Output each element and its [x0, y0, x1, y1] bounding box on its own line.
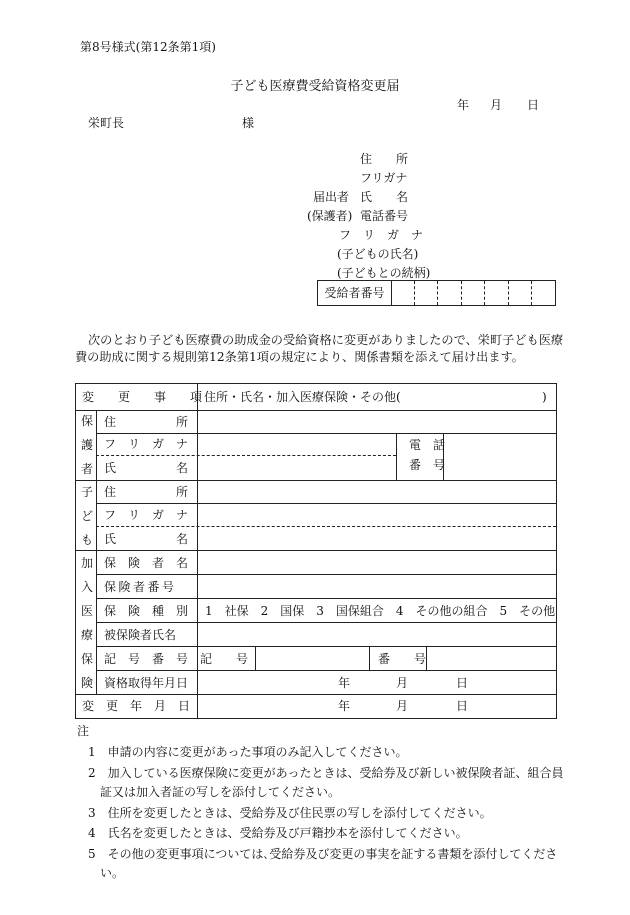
guardian-phone-input[interactable]: [444, 434, 556, 480]
column-divider: [396, 433, 397, 480]
applicant-address-label: 住 所: [360, 152, 409, 166]
intro-line-2: 費の助成に関する規則第12条第1項の規定により、関係書類を添えて届け出ます。: [75, 350, 524, 364]
note-item: 3 住所を変更したときは、受給券及び住民票の写しを添付してください。: [88, 806, 492, 820]
change-form-table: [75, 383, 557, 719]
row-divider: [96, 598, 556, 599]
insurer-name-label: 保 険 者 名: [104, 556, 189, 570]
number-input[interactable]: [427, 647, 556, 670]
insurer-number-label: 保険者番号: [104, 580, 177, 594]
recipient-digit-divider: [461, 281, 462, 305]
notes-heading: 注: [77, 724, 90, 738]
recipient-digit-divider: [508, 281, 509, 305]
guardian-furigana-label: フ リ ガ ナ: [104, 437, 189, 451]
page-title: 子ども医療費受給資格変更届: [230, 79, 400, 94]
insured-name-input[interactable]: [198, 623, 556, 646]
change-date-label: 変 更 年 月 日: [82, 699, 191, 713]
change-month: 月: [396, 699, 409, 713]
insured-name-label: 被保険者氏名: [104, 628, 177, 642]
insurance-group-char: 医: [81, 604, 94, 618]
child-name-label: (子どもの氏名): [337, 247, 419, 261]
child-name-label: 氏 名: [104, 532, 189, 546]
form-number: 第8号様式(第12条第1項): [80, 40, 216, 54]
change-day: 日: [456, 699, 469, 713]
applicant-name-label: 氏 名: [360, 190, 409, 204]
change-item-close: ): [542, 390, 547, 404]
number-label: 番 号: [378, 652, 427, 666]
child-group-char: 子: [81, 485, 94, 499]
note-item: 証又は加入者証の写しを添付してください。: [100, 785, 341, 799]
change-item-label: 変 更 事 項: [82, 390, 203, 404]
recipient-digit-divider: [414, 281, 415, 305]
applicant-furigana-label: フリガナ: [360, 171, 408, 185]
insurance-group-char: 保: [81, 652, 94, 666]
insurance-group-char: 療: [81, 628, 94, 642]
insurance-group-char: 入: [81, 580, 94, 594]
column-divider: [96, 410, 97, 694]
note-item: 4 氏名を変更したときは、受給券及び戸籍抄本を添付してください。: [88, 826, 468, 840]
acquired-date-label: 資格取得年月日: [104, 676, 189, 690]
addressee-honorific: 様: [242, 116, 255, 130]
acquired-day: 日: [456, 676, 469, 690]
insurance-type-options[interactable]: 1 社保 2 国保 3 国保組合 4 その他の組合 5 その他: [205, 604, 556, 618]
child-group-char: ど: [81, 509, 94, 523]
guardian-group-char: 者: [81, 462, 94, 476]
change-item-options[interactable]: 住所・氏名・加入医療保険・その他(: [204, 390, 401, 404]
note-item: 2 加入している医療保険に変更があったときは、受給券及び新しい被保険者証、組合員: [88, 766, 564, 780]
guardian-group-char: 護: [81, 438, 94, 452]
note-item: 5 その他の変更事項については､受給券及び変更の事実を証する書類を添付してくださ: [88, 847, 558, 861]
guardian-address-label: 住 所: [104, 415, 189, 429]
symbol-input[interactable]: [256, 647, 369, 670]
symbol-label: 記 号: [200, 652, 249, 666]
insurer-number-input[interactable]: [198, 575, 556, 598]
applicant-phone-label: 電話番号: [360, 209, 409, 223]
guardian-group-char: 保: [81, 414, 94, 428]
child-furigana-input[interactable]: [198, 504, 556, 526]
date-month: 月: [490, 98, 503, 112]
recipient-number-box: [317, 280, 556, 306]
child-furigana-label: フ リ ガ ナ: [339, 228, 424, 242]
guardian-name-label: 氏 名: [104, 461, 189, 475]
child-address-label: 住 所: [104, 485, 189, 499]
acquired-month: 月: [396, 676, 409, 690]
note-item: い。: [100, 866, 125, 880]
recipient-digit-divider: [531, 281, 532, 305]
applicant-guardian-label: (保護者): [307, 209, 353, 223]
recipient-digit-divider: [484, 281, 485, 305]
recipient-number-label: 受給者番号: [318, 281, 392, 305]
child-group-char: も: [81, 533, 94, 547]
child-furigana-label: フ リ ガ ナ: [104, 508, 189, 522]
insurance-group-char: 険: [81, 676, 94, 690]
intro-line-1: 次のとおり子ども医療費の助成金の受給資格に変更がありましたので、栄町子ども医療: [88, 333, 564, 347]
guardian-address-input[interactable]: [198, 411, 556, 433]
date-day: 日: [527, 98, 540, 112]
addressee-name: 栄町長: [88, 116, 125, 130]
applicant-role-label: 届出者: [313, 190, 350, 204]
insurance-type-label: 保 険 種 別: [104, 604, 189, 618]
recipient-digit-divider: [437, 281, 438, 305]
column-divider: [369, 646, 370, 670]
date-year: 年: [457, 98, 470, 112]
guardian-phone-label-2: 番 号: [409, 458, 446, 472]
guardian-name-input[interactable]: [198, 456, 396, 480]
note-item: 1 申請の内容に変更があった事項のみ記入してください。: [88, 745, 408, 759]
child-name-input[interactable]: [198, 527, 556, 550]
insurer-name-input[interactable]: [198, 551, 556, 574]
child-relation-label: (子どもとの続柄): [337, 266, 431, 280]
row-divider: [96, 670, 556, 671]
acquired-year: 年: [338, 676, 351, 690]
change-year: 年: [338, 699, 351, 713]
insurance-group-char: 加: [81, 556, 94, 570]
symbol-number-label: 記 号 番 号: [104, 652, 189, 666]
guardian-furigana-input[interactable]: [198, 434, 396, 455]
child-address-input[interactable]: [198, 481, 556, 503]
guardian-phone-label: 電 話: [409, 438, 446, 452]
